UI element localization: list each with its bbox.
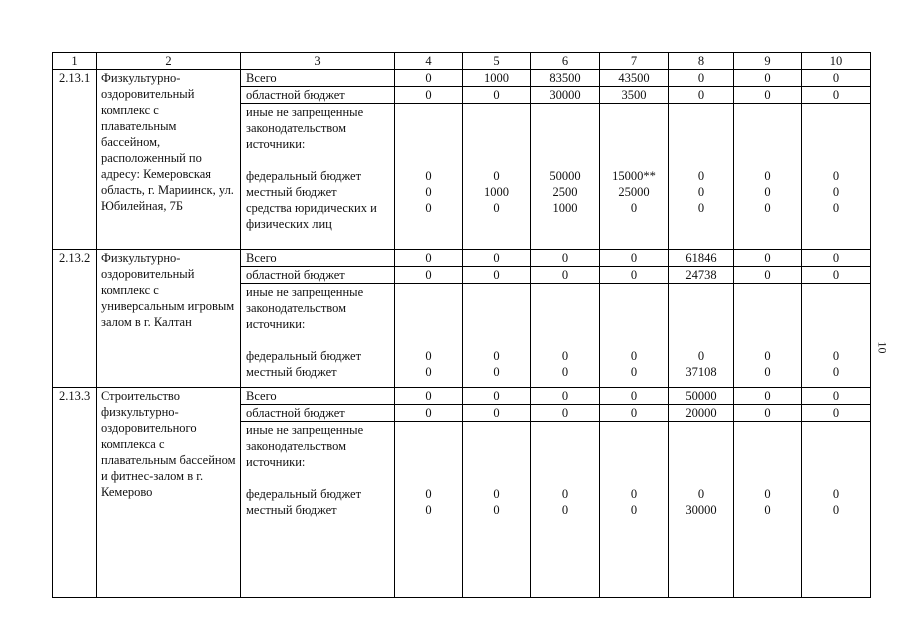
total-value: 0 bbox=[802, 388, 871, 405]
header-cell-9: 9 bbox=[734, 53, 802, 70]
source-value: 0 bbox=[425, 349, 432, 363]
sources-values-col-9 bbox=[734, 284, 802, 388]
source-value: 50000 bbox=[549, 169, 581, 183]
sources-values-col-10 bbox=[802, 422, 871, 598]
total-value: 0 bbox=[395, 388, 463, 405]
regional-value: 30000 bbox=[531, 87, 600, 104]
source-value: 0 bbox=[561, 349, 569, 363]
source-value: 0 bbox=[832, 349, 840, 363]
section-total-row bbox=[53, 70, 871, 87]
sources-values-col-5 bbox=[463, 104, 531, 250]
other-sources-label: иные не запрещенные законодательством источники: bbox=[246, 105, 364, 151]
source-value: 30000 bbox=[685, 503, 717, 517]
regional-value: 0 bbox=[802, 87, 871, 104]
sources-values-col-5 bbox=[463, 422, 531, 598]
section-name: Физкультурно-оздоровительный комплекс с плавательным бассейном, расположенный по адресу: Кемеровская область, г. Мариинск, ул. Юбилейная, 7Б bbox=[97, 70, 241, 250]
sources-labels bbox=[241, 422, 395, 598]
total-value: 0 bbox=[463, 388, 531, 405]
source-value: 0 bbox=[493, 503, 500, 517]
source-value: 0 bbox=[630, 349, 638, 363]
source-value: 0 bbox=[425, 201, 432, 215]
regional-value: 0 bbox=[463, 267, 531, 284]
source-value: 25000 bbox=[618, 185, 650, 199]
total-value: 0 bbox=[531, 388, 600, 405]
row-label-total: Всего bbox=[241, 70, 395, 87]
source-value: 0 bbox=[832, 503, 840, 517]
regional-value: 0 bbox=[531, 405, 600, 422]
regional-value: 0 bbox=[463, 405, 531, 422]
source-value: 0 bbox=[697, 201, 705, 215]
sources-values-col-4 bbox=[395, 422, 463, 598]
header-cell-4: 4 bbox=[395, 53, 463, 70]
source-value: 1000 bbox=[484, 185, 509, 199]
regional-value: 0 bbox=[395, 405, 463, 422]
source-value: 15000** bbox=[612, 169, 656, 183]
total-value: 0 bbox=[669, 70, 734, 87]
header-cell-8: 8 bbox=[669, 53, 734, 70]
regional-value: 20000 bbox=[669, 405, 734, 422]
header-row bbox=[53, 53, 871, 70]
sources-values-col-4 bbox=[395, 104, 463, 250]
total-value: 0 bbox=[463, 250, 531, 267]
header-cell-6: 6 bbox=[531, 53, 600, 70]
source-value: 0 bbox=[630, 365, 638, 379]
sources-values-col-8 bbox=[669, 422, 734, 598]
sources-values-col-7 bbox=[600, 104, 669, 250]
source-value: 0 bbox=[764, 185, 771, 199]
total-value: 50000 bbox=[669, 388, 734, 405]
header-cell-5: 5 bbox=[463, 53, 531, 70]
total-value: 0 bbox=[531, 250, 600, 267]
regional-value: 0 bbox=[395, 267, 463, 284]
sources-labels bbox=[241, 284, 395, 388]
regional-value: 0 bbox=[395, 87, 463, 104]
source-label: местный бюджет bbox=[246, 503, 337, 517]
total-value: 83500 bbox=[531, 70, 600, 87]
section-id: 2.13.1 bbox=[53, 70, 97, 250]
regional-value: 24738 bbox=[669, 267, 734, 284]
source-value: 0 bbox=[832, 169, 840, 183]
total-value: 0 bbox=[600, 388, 669, 405]
sources-values-col-5 bbox=[463, 284, 531, 388]
section-total-row bbox=[53, 250, 871, 267]
source-value: 0 bbox=[493, 349, 500, 363]
other-sources-label: иные не запрещенные законодательством источники: bbox=[246, 285, 364, 331]
row-label-total: Всего bbox=[241, 388, 395, 405]
total-value: 0 bbox=[395, 70, 463, 87]
regional-value: 0 bbox=[600, 267, 669, 284]
total-value: 0 bbox=[600, 250, 669, 267]
source-label: местный бюджет bbox=[246, 365, 337, 379]
source-value: 0 bbox=[493, 487, 500, 501]
source-value: 0 bbox=[764, 169, 771, 183]
regional-value: 0 bbox=[734, 87, 802, 104]
source-value: 0 bbox=[425, 503, 432, 517]
regional-value: 0 bbox=[802, 267, 871, 284]
source-value: 0 bbox=[697, 185, 705, 199]
source-value: 0 bbox=[493, 169, 500, 183]
regional-value: 3500 bbox=[600, 87, 669, 104]
other-sources-label: иные не запрещенные законодательством источники: bbox=[246, 423, 364, 469]
sources-values-col-9 bbox=[734, 104, 802, 250]
row-label-regional: областной бюджет bbox=[241, 267, 395, 284]
sources-values-col-6 bbox=[531, 422, 600, 598]
source-value: 0 bbox=[764, 487, 771, 501]
header-cell-1: 1 bbox=[53, 53, 97, 70]
sources-values-col-8 bbox=[669, 104, 734, 250]
source-value: 0 bbox=[697, 349, 705, 363]
source-value: 0 bbox=[697, 487, 705, 501]
source-label: средства юридических и физических лиц bbox=[246, 201, 377, 231]
regional-value: 0 bbox=[734, 405, 802, 422]
source-value: 0 bbox=[425, 365, 432, 379]
row-label-total: Всего bbox=[241, 250, 395, 267]
total-value: 0 bbox=[734, 250, 802, 267]
source-value: 0 bbox=[561, 365, 569, 379]
source-value: 0 bbox=[425, 487, 432, 501]
source-value: 0 bbox=[832, 201, 840, 215]
source-value: 0 bbox=[832, 365, 840, 379]
source-value: 0 bbox=[764, 365, 771, 379]
regional-value: 0 bbox=[802, 405, 871, 422]
sources-values-col-6 bbox=[531, 284, 600, 388]
header-cell-2: 2 bbox=[97, 53, 241, 70]
regional-value: 0 bbox=[669, 87, 734, 104]
regional-value: 0 bbox=[734, 267, 802, 284]
section-name: Физкультурно-оздоровительный комплекс с универсальным игровым залом в г. Калтан bbox=[97, 250, 241, 388]
source-value: 0 bbox=[630, 487, 638, 501]
total-value: 0 bbox=[802, 70, 871, 87]
section-total-row bbox=[53, 388, 871, 405]
source-value: 0 bbox=[493, 201, 500, 215]
source-value: 2500 bbox=[552, 185, 578, 199]
source-value: 0 bbox=[425, 185, 432, 199]
header-cell-3: 3 bbox=[241, 53, 395, 70]
total-value: 0 bbox=[802, 250, 871, 267]
total-value: 0 bbox=[395, 250, 463, 267]
source-value: 0 bbox=[764, 503, 771, 517]
sources-values-col-7 bbox=[600, 422, 669, 598]
source-label: федеральный бюджет bbox=[246, 349, 362, 363]
sources-values-col-8 bbox=[669, 284, 734, 388]
source-value: 0 bbox=[630, 201, 638, 215]
header-cell-7: 7 bbox=[600, 53, 669, 70]
section-id: 2.13.3 bbox=[53, 388, 97, 598]
sources-labels bbox=[241, 104, 395, 250]
sources-values-col-7 bbox=[600, 284, 669, 388]
source-value: 1000 bbox=[552, 201, 578, 215]
total-value: 1000 bbox=[463, 70, 531, 87]
section-name: Строительство физкультурно-оздоровительного комплекса с плавательным бассейном и фитнес-залом в г. Кемерово bbox=[97, 388, 241, 598]
source-value: 0 bbox=[425, 169, 432, 183]
source-value: 0 bbox=[493, 365, 500, 379]
source-value: 0 bbox=[764, 349, 771, 363]
total-value: 0 bbox=[734, 388, 802, 405]
budget-table bbox=[52, 52, 871, 598]
source-value: 0 bbox=[561, 503, 569, 517]
source-label: местный бюджет bbox=[246, 185, 337, 199]
row-label-regional: областной бюджет bbox=[241, 405, 395, 422]
source-value: 0 bbox=[764, 201, 771, 215]
source-value: 0 bbox=[630, 503, 638, 517]
header-cell-10: 10 bbox=[802, 53, 871, 70]
regional-value: 0 bbox=[600, 405, 669, 422]
source-value: 0 bbox=[832, 185, 840, 199]
sources-values-col-9 bbox=[734, 422, 802, 598]
regional-value: 0 bbox=[463, 87, 531, 104]
source-value: 0 bbox=[832, 487, 840, 501]
source-value: 37108 bbox=[685, 365, 717, 379]
total-value: 0 bbox=[734, 70, 802, 87]
row-label-regional: областной бюджет bbox=[241, 87, 395, 104]
total-value: 43500 bbox=[600, 70, 669, 87]
sources-values-col-10 bbox=[802, 284, 871, 388]
source-value: 0 bbox=[561, 487, 569, 501]
total-value: 61846 bbox=[669, 250, 734, 267]
sources-values-col-6 bbox=[531, 104, 600, 250]
regional-value: 0 bbox=[531, 267, 600, 284]
source-label: федеральный бюджет bbox=[246, 487, 362, 501]
page-number: 10 bbox=[875, 341, 890, 354]
sources-values-col-10 bbox=[802, 104, 871, 250]
source-value: 0 bbox=[697, 169, 705, 183]
section-id: 2.13.2 bbox=[53, 250, 97, 388]
sources-values-col-4 bbox=[395, 284, 463, 388]
source-label: федеральный бюджет bbox=[246, 169, 362, 183]
